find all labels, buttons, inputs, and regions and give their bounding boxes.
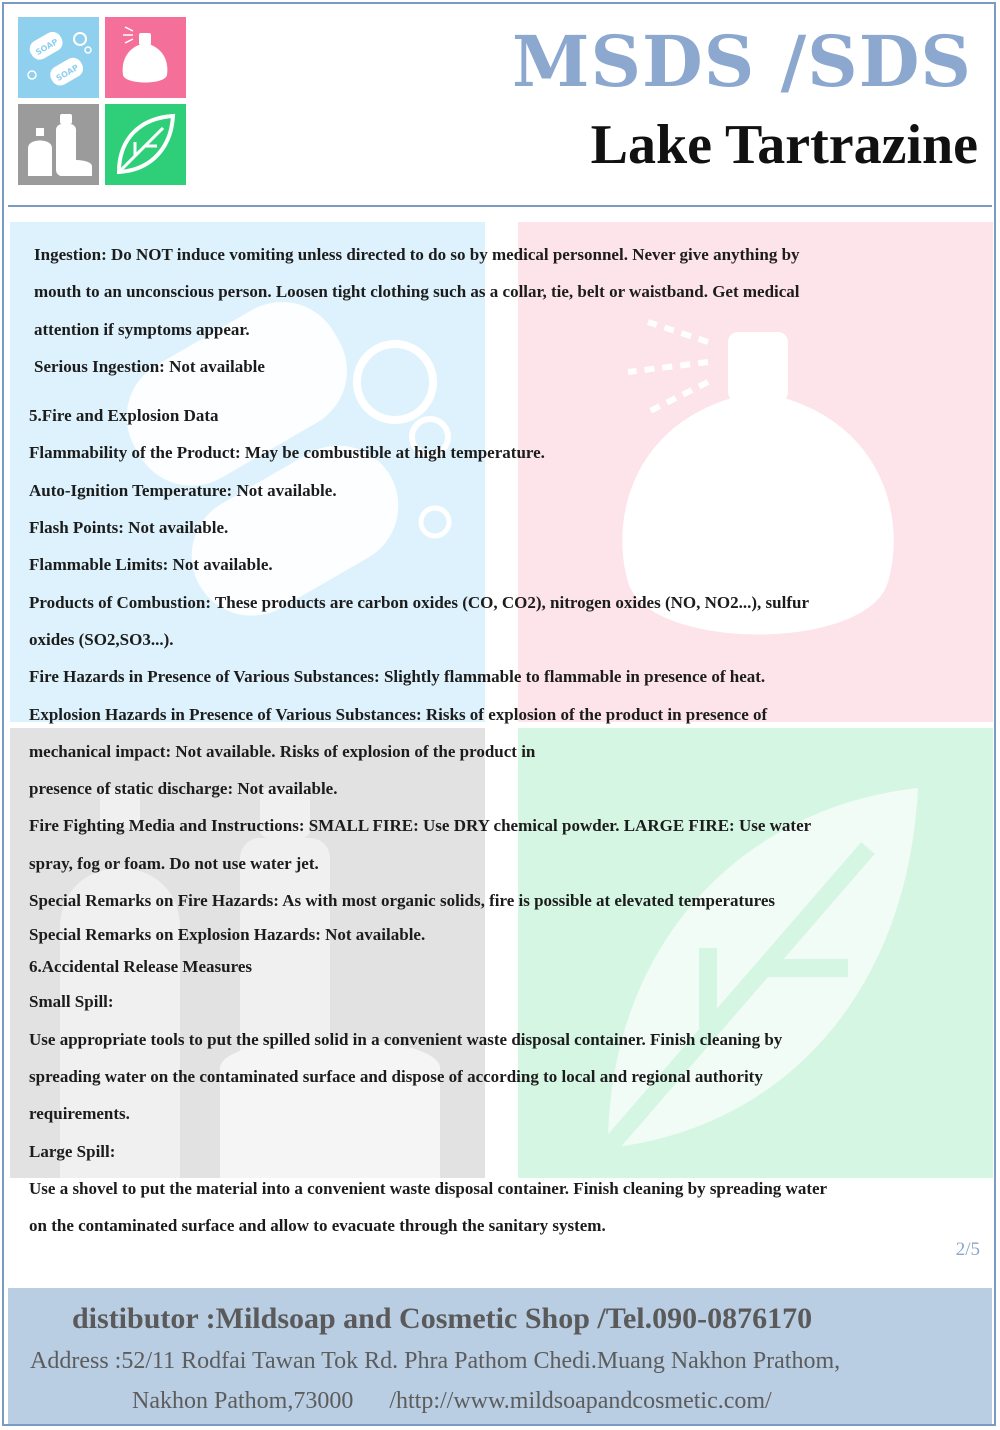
- section-heading: 5.Fire and Explosion Data: [29, 406, 219, 426]
- msds-content: [29, 236, 949, 1244]
- text-line: spreading water on the contaminated surface and dispose of according to local and regional authority: [29, 1066, 763, 1086]
- distributor-line: distibutor :Mildsoap and Cosmetic Shop /Tel.090-0876170: [72, 1302, 813, 1335]
- text-line: Explosion Hazards in Presence of Various Substances: Risks of explosion of the product in presence of: [29, 704, 768, 724]
- logo-soap-text: SOAP: [34, 37, 60, 58]
- text-line: mechanical impact: Not available. Risks of explosion of the product in: [29, 741, 536, 761]
- spray-bottle-icon: [105, 17, 186, 98]
- section-heading: 6.Accidental Release Measures: [29, 957, 252, 977]
- lotion-bottles-icon: [18, 104, 99, 185]
- text-line: attention if symptoms appear.: [34, 319, 250, 339]
- text-line: mouth to an unconscious person. Loosen tight clothing such as a collar, tie, belt or waistband. Get medical: [34, 282, 800, 302]
- text-line: Products of Combustion: These products are carbon oxides (CO, CO2), nitrogen oxides (NO, NO2...), sulfur: [29, 592, 809, 612]
- text-line: Flash Points: Not available.: [29, 518, 229, 538]
- text-line: on the contaminated surface and allow to evacuate through the sanitary system.: [29, 1216, 606, 1236]
- soap-icon: [18, 17, 99, 98]
- document-title: MSDS /SDS: [511, 20, 972, 103]
- text-line: Large Spill:: [29, 1141, 116, 1161]
- text-line: oxides (SO2,SO3...).: [29, 629, 174, 649]
- text-line: Special Remarks on Explosion Hazards: Not available.: [29, 925, 426, 945]
- header-divider: [8, 205, 992, 207]
- footer: [8, 1288, 992, 1424]
- text-line: Serious Ingestion: Not available: [34, 356, 265, 376]
- text-line: Use appropriate tools to put the spilled solid in a convenient waste disposal container. Finish cleaning by: [29, 1029, 783, 1049]
- leaf-icon: [105, 104, 186, 185]
- footer-contact: [132, 1388, 772, 1415]
- city-postcode: Nakhon Pathom,73000: [132, 1388, 354, 1414]
- text-line: Use a shovel to put the material into a convenient waste disposal container. Finish cleaning by spreading water: [29, 1178, 828, 1198]
- text-line: Fire Hazards in Presence of Various Substances: Slightly flammable to flammable in presence of heat.: [29, 667, 766, 687]
- text-line: Special Remarks on Fire Hazards: As with most organic solids, fire is possible at elevated temperatures: [29, 891, 776, 911]
- logo-grid: [18, 17, 186, 185]
- text-line: Ingestion: Do NOT induce vomiting unless directed to do so by medical personnel. Never give anything by: [34, 245, 800, 264]
- text-line: requirements.: [29, 1104, 130, 1124]
- text-line: presence of static discharge: Not available.: [29, 779, 338, 799]
- text-line: Small Spill:: [29, 992, 114, 1012]
- text-line: Flammability of the Product: May be combustible at high temperature.: [29, 443, 545, 463]
- page-number: 2/5: [955, 1239, 980, 1260]
- product-name: Lake Tartrazine: [590, 114, 978, 176]
- website-link[interactable]: /http://www.mildsoapandcosmetic.com/: [389, 1388, 772, 1414]
- text-line: Flammable Limits: Not available.: [29, 555, 273, 575]
- text-line: spray, fog or foam. Do not use water jet.: [29, 853, 319, 873]
- address-line: Address :52/11 Rodfai Tawan Tok Rd. Phra Pathom Chedi.Muang Nakhon Prathom,: [30, 1348, 841, 1374]
- text-line: Auto-Ignition Temperature: Not available.: [29, 480, 337, 500]
- text-line: Fire Fighting Media and Instructions: SMALL FIRE: Use DRY chemical powder. LARGE FIRE: Use water: [29, 816, 812, 836]
- logo-soap-text: SOAP: [54, 62, 81, 83]
